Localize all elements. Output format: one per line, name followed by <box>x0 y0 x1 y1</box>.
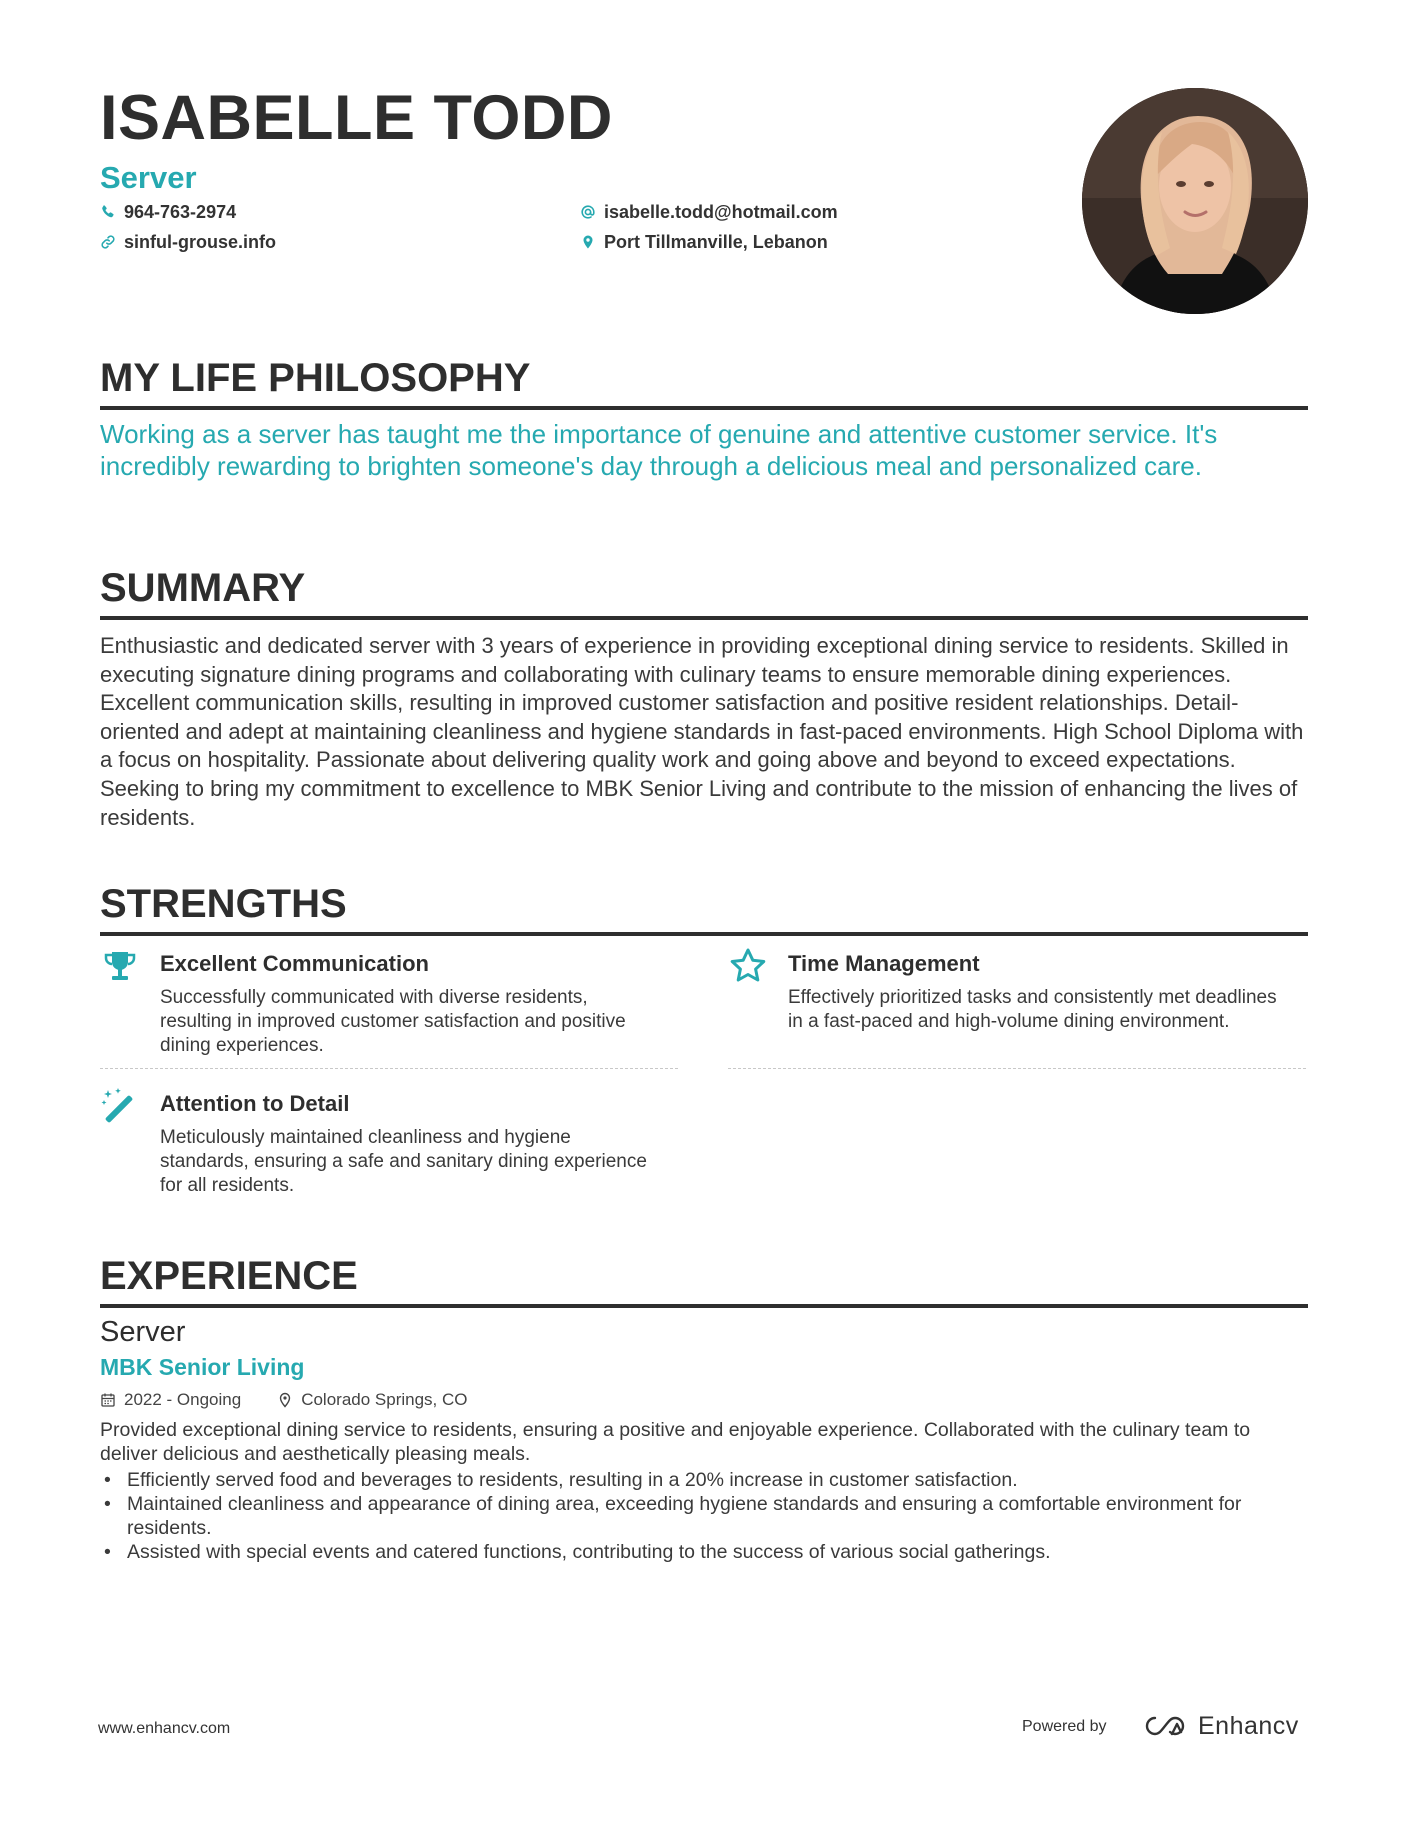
strength-title: Excellent Communication <box>160 951 429 976</box>
strength-divider <box>728 1068 1306 1069</box>
job-meta <box>100 1388 468 1412</box>
map-pin-icon <box>277 1392 293 1408</box>
location-text: Port Tillmanville, Lebanon <box>604 232 828 252</box>
philosophy-text: Working as a server has taught me the importance of genuine and attentive customer service. It's incredibly rewarding to brighten someone's day through a delicious meal and personalized care. <box>100 419 1218 481</box>
strength-divider <box>100 1068 678 1069</box>
section-heading-experience: EXPERIENCE <box>100 1250 1308 1308</box>
section-heading-strengths: STRENGTHS <box>100 878 1308 936</box>
star-icon <box>728 946 768 986</box>
contact-location <box>580 230 828 254</box>
candidate-title: Server <box>100 160 197 195</box>
contact-website[interactable] <box>100 230 276 254</box>
email-text[interactable]: isabelle.todd@hotmail.com <box>604 202 838 222</box>
strength-description: Successfully communicated with diverse residents, resulting in improved customer satisfaction and positive dining experiences. <box>160 987 626 1056</box>
footer-url[interactable]: www.enhancv.com <box>98 1720 231 1737</box>
calendar-icon <box>100 1392 116 1408</box>
magic-wand-icon <box>100 1086 140 1126</box>
job-bullet: • Assisted with special events and catered functions, contributing to the success of various social gatherings. <box>100 1540 1310 1564</box>
summary-text: Enthusiastic and dedicated server with 3 years of experience in providing exceptional dining service to residents. Skilled in executing signature dining programs and collaborating with culinary teams to ensure memorable dining experiences. Excellent communication skills, resulting in improved customer satisfaction and positive resident relationships. Detail-oriented and adept at maintaining cleanliness and hygiene standards in fast-paced environments. High School Diploma with a focus on hospitality. Passionate about delivering quality work and going above and beyond to exceed expectations. Seeking to bring my commitment to excellence to MBK Senior Living and contribute to the mission of enhancing the lives of residents. <box>100 633 1304 830</box>
powered-by-label: Powered by <box>1022 1718 1107 1735</box>
at-sign-icon <box>580 204 596 220</box>
strength-description: Meticulously maintained cleanliness and hygiene standards, ensuring a safe and sanitary dining experience for all residents. <box>160 1127 647 1196</box>
job-bullet: • Efficiently served food and beverages to residents, resulting in a 20% increase in customer satisfaction. <box>100 1468 1310 1492</box>
candidate-name: ISABELLE TODD <box>100 83 613 153</box>
map-pin-icon <box>580 234 596 250</box>
brand-logo <box>1142 1708 1299 1744</box>
phone-text: 964-763-2974 <box>124 202 237 222</box>
enhancv-logo-icon <box>1142 1713 1188 1739</box>
strength-title: Time Management <box>788 951 980 976</box>
strength-title: Attention to Detail <box>160 1091 350 1116</box>
job-description: Provided exceptional dining service to residents, ensuring a positive and enjoyable experience. Collaborated with the culinary team to deliver delicious and aesthetically pleasing meals. <box>100 1419 1251 1465</box>
contact-phone <box>100 200 236 224</box>
section-heading-philosophy: MY LIFE PHILOSOPHY <box>100 352 1308 410</box>
profile-photo <box>1082 88 1308 314</box>
job-bullet: • Maintained cleanliness and appearance of dining area, exceeding hygiene standards and ensuring a comfortable environment for residents. <box>100 1492 1310 1540</box>
job-bullets <box>100 1468 1310 1564</box>
website-text[interactable]: sinful-grouse.info <box>124 232 276 252</box>
brand-name: Enhancv <box>1198 1711 1299 1740</box>
phone-icon <box>100 204 116 220</box>
job-dates: 2022 - Ongoing <box>124 1390 242 1409</box>
contact-email[interactable] <box>580 200 838 224</box>
strength-description: Effectively prioritized tasks and consistently met deadlines in a fast-paced and high-volume dining environment. <box>788 987 1277 1032</box>
link-icon <box>100 234 116 250</box>
trophy-icon <box>100 946 140 986</box>
job-company: MBK Senior Living <box>100 1354 305 1380</box>
job-role: Server <box>100 1316 186 1348</box>
section-heading-summary: SUMMARY <box>100 562 1308 620</box>
job-location: Colorado Springs, CO <box>301 1390 468 1409</box>
